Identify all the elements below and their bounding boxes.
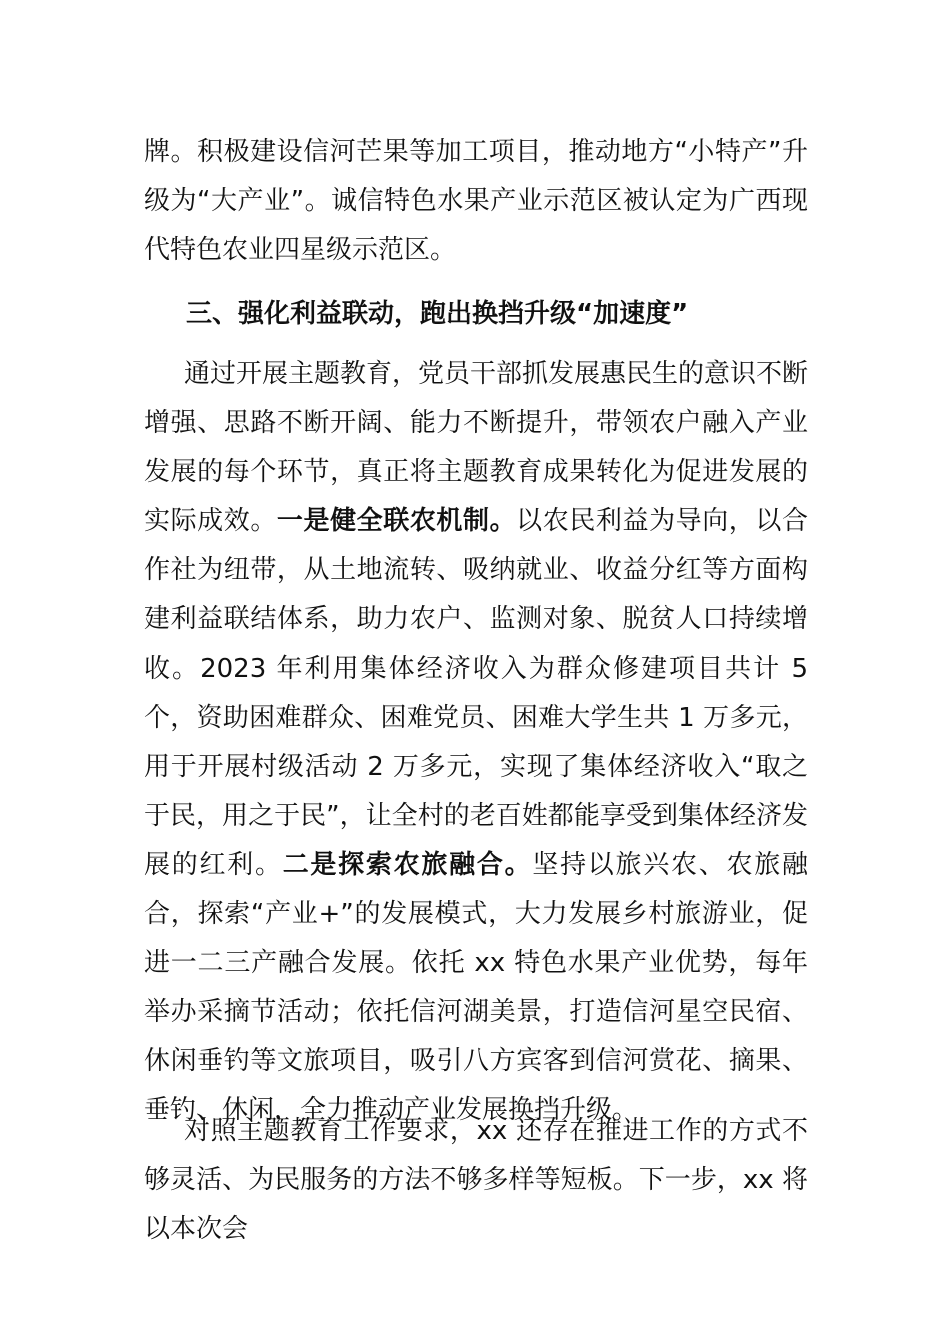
paragraph-text-segment: 以农民利益为导向，以合作社为纽带，从土地流转、吸纳就业、收益分红等方面构建利益联结体系，助力农户、监测对象、脱贫人口持续增收。2023 年利用集体经济收入为群众修建项目共计 5 个，资助困难群众、困难党员、困难大学生共 1 万多元，用于开展村级活动 2 万多元，实现了集体经济收入“取之于民，用之于民”，让全村的老百姓都能享受到集体经济发展的红利。 <box>144 506 808 880</box>
bold-point-two: 二是探索农旅融合。 <box>282 849 533 880</box>
paragraph-text-segment: 通过开展主题教育，党员干部抓发展惠民生的意识不断增强、思路不断开阔、能力不断提升，带领农户融入产业发展的每个环节，真正将主题教育成果转化为促进发展的实际成效。 <box>144 359 809 537</box>
paragraph-next-steps: 对照主题教育工作要求，xx 还存在推进工作的方式不够灵活、为民服务的方法不够多样等短板。下一步，xx 将以本次会 <box>144 1116 808 1245</box>
paragraph-text-segment: 坚持以旅兴农、农旅融合，探索“产业+”的发展模式，大力发展乡村旅游业，促进一二三产融合发展。依托 xx 特色水果产业优势，每年举办采摘节活动；依托信河湖美景，打造信河星空民宿、休闲垂钓等文旅项目，吸引八方宾客到信河赏花、摘果、垂钓、休闲，全力推动产业发展换挡升级。 <box>144 849 808 1126</box>
section-heading: 三、强化利益联动，跑出换挡升级“加速度” <box>186 299 689 329</box>
paragraph-linkage <box>144 350 808 1136</box>
bold-point-one: 一是健全联农机制。 <box>276 506 517 537</box>
paragraph-continuation: 牌。积极建设信河芒果等加工项目，推动地方“小特产”升级为“大产业”。诚信特色水果产业示范区被认定为广西现代特色农业四星级示范区。 <box>144 137 808 266</box>
